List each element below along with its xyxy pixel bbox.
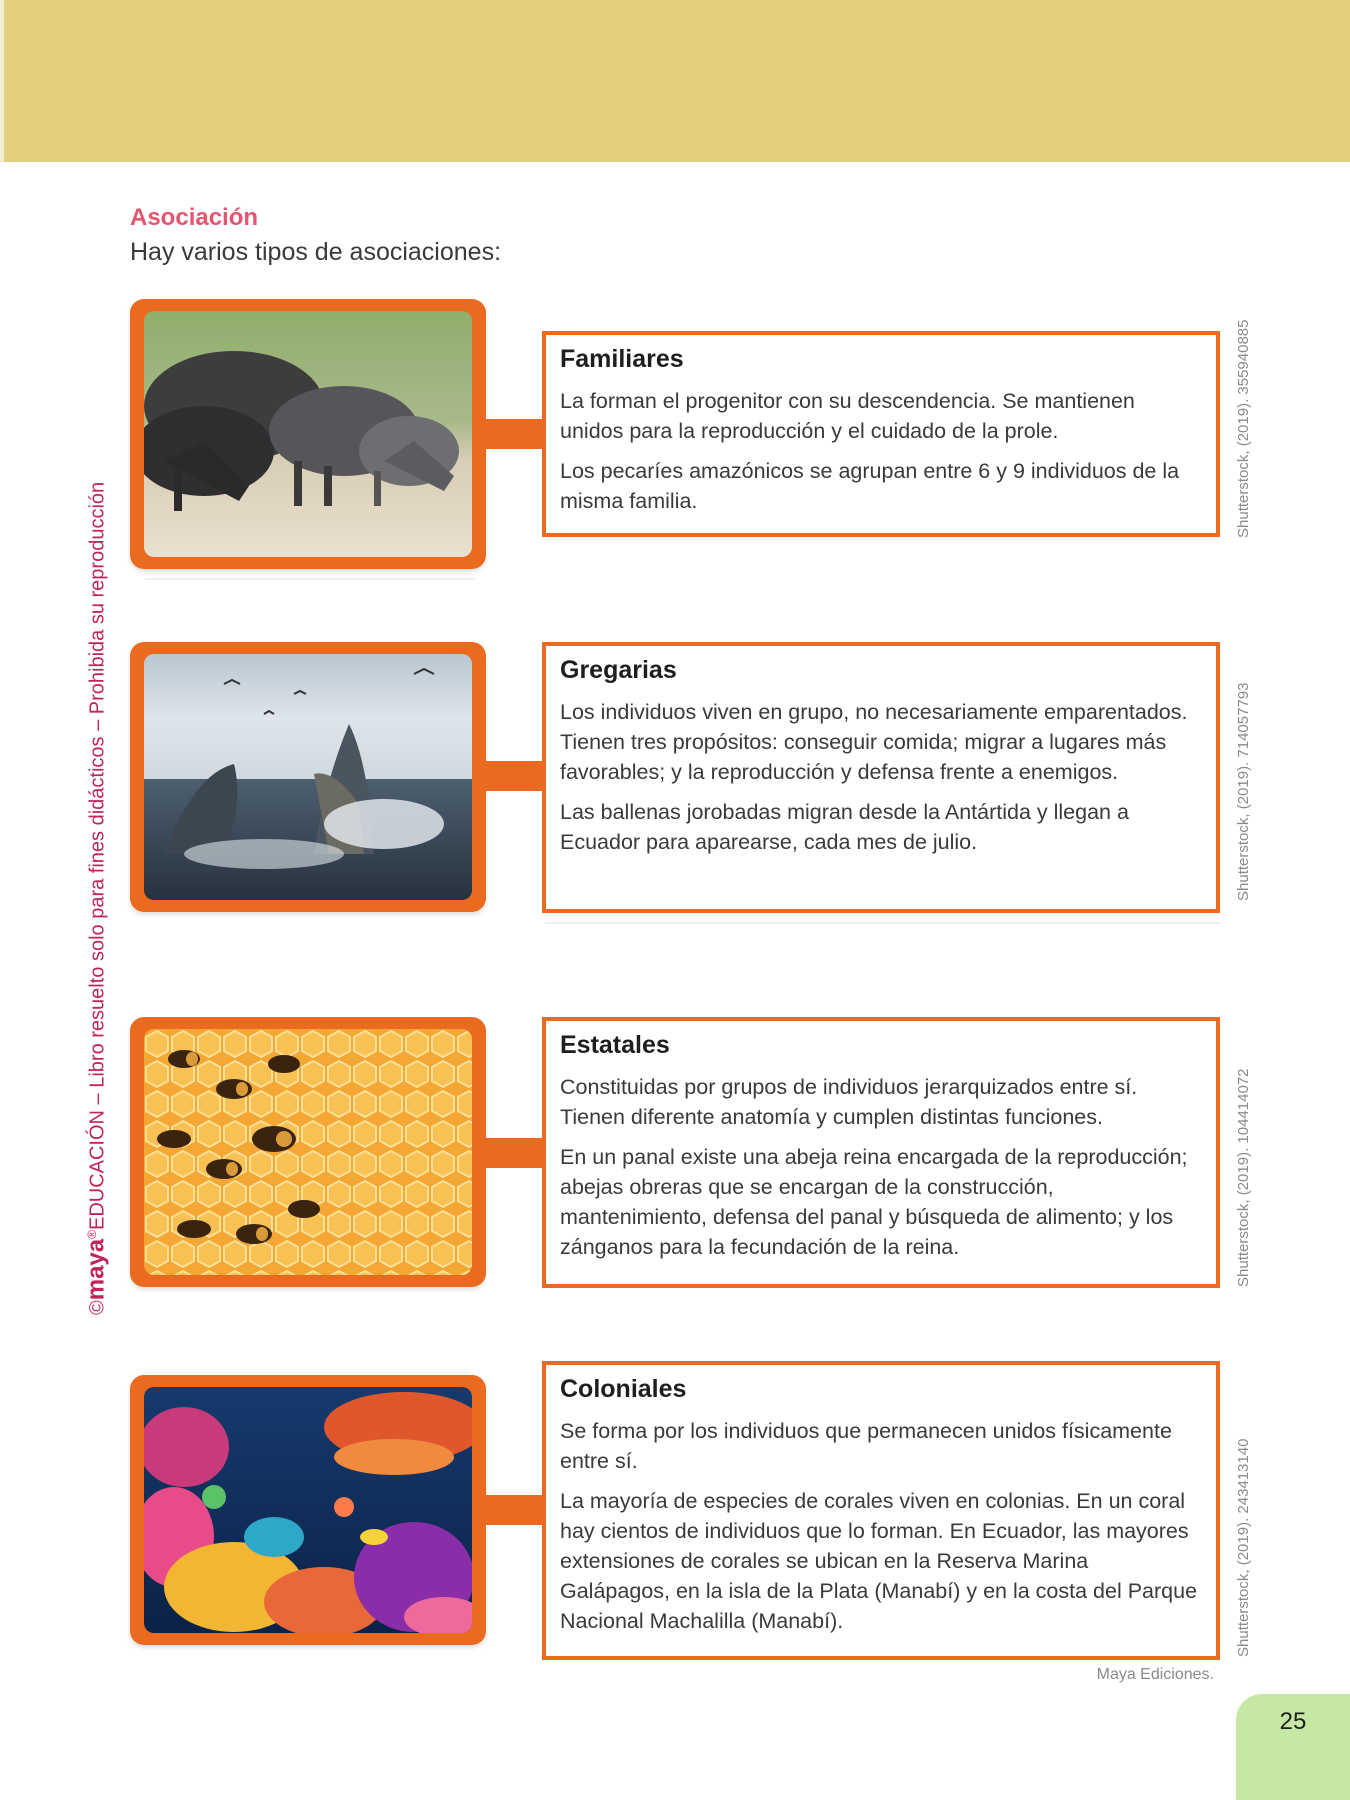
side-notice-text: EDUCACIÓN – Libro resuelto solo para fines didácticos – Prohibida su reproducción — [86, 481, 109, 1231]
connector-coloniales — [486, 1495, 542, 1525]
section-example: Las ballenas jorobadas migran desde la Antártida y llegan a Ecuador para aparearse, cada mes de julio. — [560, 800, 1129, 854]
section-text: Se forma por los individuos que permanecen unidos físicamente entre sí. — [560, 1419, 1172, 1473]
photo-credit-familiares: Shutterstock, (2019). 355940885 — [1235, 319, 1252, 538]
section-text: Constituidas por grupos de individuos jerarquizados entre sí. Tienen diferente anatomía y cumplen distintas funciones. — [560, 1075, 1138, 1129]
info-box-estatales — [542, 1017, 1220, 1288]
info-box-familiares — [542, 331, 1220, 537]
footer-credit: Maya Ediciones. — [1096, 1666, 1214, 1683]
section-example: La mayoría de especies de corales viven en colonias. En un coral hay cientos de individuos que lo forman. En Ecuador, las mayores extensiones de corales se ubican en la Reserva Marina Galápagos, en la isla de la Plata (Manabí) y en la costa del Parque Nacional Machalilla (Manabí). — [560, 1489, 1198, 1633]
photo-credit-gregarias: Shutterstock, (2019). 714057793 — [1235, 682, 1252, 901]
side-copyright-notice — [72, 475, 112, 1315]
copyright-symbol: © — [86, 1300, 109, 1315]
connector-estatales — [486, 1138, 542, 1168]
registered-mark: ® — [85, 1230, 99, 1239]
page-title: Asociación — [130, 204, 259, 231]
section-heading-gregarias: Gregarias — [560, 656, 677, 684]
coral-photo-frame — [130, 1375, 486, 1645]
coral-reef-photo — [144, 1387, 472, 1633]
section-heading-estatales: Estatales — [560, 1031, 670, 1059]
bees-photo-frame — [130, 1017, 486, 1287]
connector-gregarias — [486, 761, 542, 791]
section-heading-coloniales: Coloniales — [560, 1375, 687, 1403]
section-text: Los individuos viven en grupo, no necesariamente emparentados. Tienen tres propósitos: conseguir comida; migrar a lugares más favorables; y la reproducción y defensa frente a enemigos. — [560, 700, 1188, 784]
page-intro: Hay varios tipos de asociaciones: — [130, 238, 502, 266]
whales-photo-frame — [130, 642, 486, 912]
row-divider — [145, 578, 475, 580]
section-text: La forman el progenitor con su descendencia. Se mantienen unidos para la reproducción y el cuidado de la prole. — [560, 389, 1135, 443]
peccary-family-photo — [144, 311, 472, 557]
section-heading-familiares: Familiares — [560, 345, 684, 373]
row-divider — [545, 922, 1220, 924]
photo-credit-estatales: Shutterstock, (2019). 104414072 — [1235, 1068, 1252, 1287]
peccary-photo-frame — [130, 299, 486, 569]
top-color-band — [0, 0, 1350, 162]
connector-familiares — [486, 419, 542, 449]
page-number: 25 — [1279, 1708, 1307, 1735]
info-box-coloniales — [542, 1361, 1220, 1660]
info-box-gregarias — [542, 642, 1220, 913]
bees-honeycomb-photo — [144, 1029, 472, 1275]
brand-logo: maya — [82, 1238, 110, 1301]
page-number-tab — [1236, 1694, 1350, 1800]
section-example: En un panal existe una abeja reina encargada de la reproducción; abejas obreras que se encargan de la construcción, mantenimiento, defensa del panal y búsqueda de alimento; y los zánganos para la fecundación de la reina. — [560, 1145, 1188, 1259]
section-example: Los pecaríes amazónicos se agrupan entre 6 y 9 individuos de la misma familia. — [560, 459, 1180, 513]
photo-credit-coloniales: Shutterstock, (2019). 243413140 — [1235, 1438, 1252, 1657]
humpback-whales-photo — [144, 654, 472, 900]
